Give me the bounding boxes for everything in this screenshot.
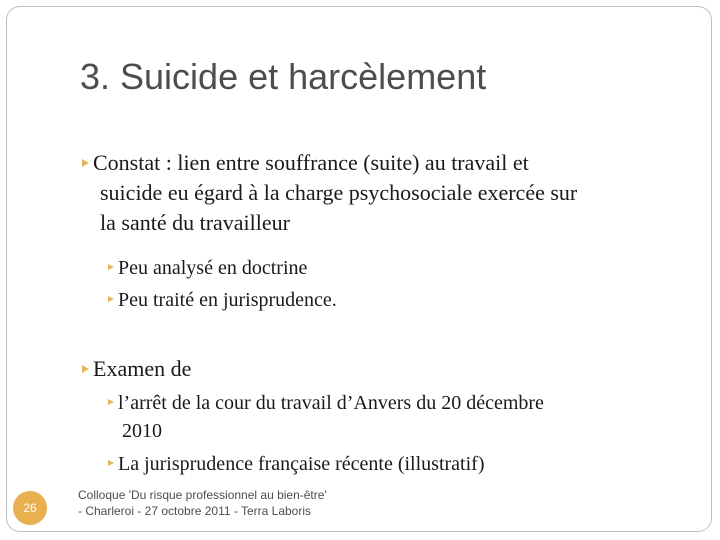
slide-title: 3. Suicide et harcèlement <box>80 56 487 97</box>
sub-bullet-text: l’arrêt de la cour du travail d’Anvers du 20 décembre <box>118 392 544 414</box>
arrow-bullet-icon <box>108 399 114 405</box>
slide-number-badge: 26 <box>13 491 47 525</box>
arrow-bullet-icon <box>82 365 89 373</box>
sub-bullet-jurisprudence <box>108 286 688 314</box>
footer-line: Colloque 'Du risque professionnel au bien-être' <box>78 488 327 502</box>
sub-bullet-arret <box>108 389 688 445</box>
footer-line: - Charleroi - 27 octobre 2011 - Terra Laboris <box>78 504 312 518</box>
sub-bullet-text: La jurisprudence française récente (illustratif) <box>118 453 485 475</box>
bullet-text-line: la santé du travailleur <box>100 210 290 235</box>
bullet-constat <box>82 148 682 238</box>
sub-bullet-jurisprudence-francaise <box>108 450 688 478</box>
bullet-text-line: Constat : lien entre souffrance (suite) au travail et <box>93 150 529 175</box>
sub-bullet-text: Peu analysé en doctrine <box>118 257 308 279</box>
sub-bullet-text: Peu traité en jurisprudence. <box>118 289 337 311</box>
arrow-bullet-icon <box>108 264 114 270</box>
bullet-examen <box>82 354 682 384</box>
slide-footer <box>78 487 327 519</box>
sub-bullet-text: 2010 <box>122 420 162 442</box>
arrow-bullet-icon <box>108 460 114 466</box>
arrow-bullet-icon <box>108 296 114 302</box>
sub-bullet-doctrine <box>108 254 688 282</box>
bullet-text-line: suicide eu égard à la charge psychosociale exercée sur <box>100 180 578 205</box>
bullet-text-line: Examen de <box>93 356 192 381</box>
arrow-bullet-icon <box>82 159 89 167</box>
